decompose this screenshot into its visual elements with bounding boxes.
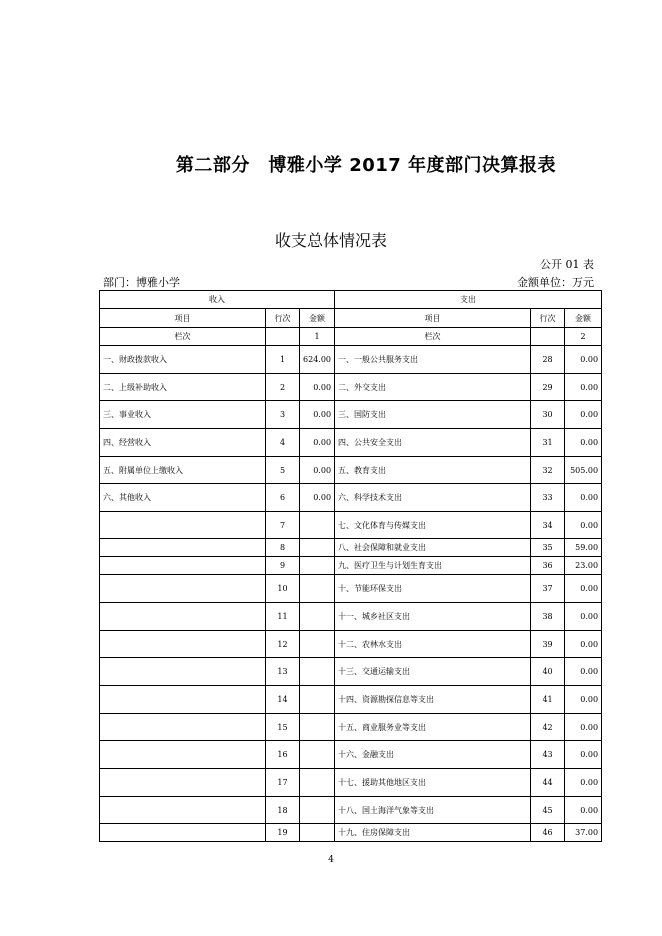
income-line-cell: 10 xyxy=(266,575,300,603)
income-amount-cell xyxy=(300,658,335,686)
part-title: 第二部分 博雅小学 2017 年度部门决算报表 xyxy=(175,155,557,176)
table-row xyxy=(100,603,602,631)
income-item-header: 项目 xyxy=(100,309,266,328)
expense-item-cell: 十六、金融支出 xyxy=(335,741,531,769)
expense-amount-cell: 0.00 xyxy=(565,686,602,714)
income-amount-cell xyxy=(300,714,335,741)
amount-unit-label: 金额单位：万元 xyxy=(517,276,594,289)
table-row xyxy=(100,539,602,557)
expense-item-cell: 十七、援助其他地区支出 xyxy=(335,769,531,797)
expense-line-cell: 39 xyxy=(531,631,565,658)
income-item-cell xyxy=(100,769,266,797)
expense-amount-cell: 0.00 xyxy=(565,575,602,603)
income-line-cell: 3 xyxy=(266,401,300,429)
income-item-cell: 三、事业收入 xyxy=(100,401,266,429)
expense-line-cell: 36 xyxy=(531,557,565,575)
income-line-cell: 1 xyxy=(266,346,300,374)
income-line-cell: 15 xyxy=(266,714,300,741)
table-row xyxy=(100,457,602,484)
expense-item-cell: 七、文化体育与传媒支出 xyxy=(335,512,531,539)
table-row xyxy=(100,686,602,714)
form-number: 公开 01 表 xyxy=(540,258,594,271)
income-line-cell: 12 xyxy=(266,631,300,658)
expense-amount-cell: 0.00 xyxy=(565,741,602,769)
expense-amount-cell: 37.00 xyxy=(565,824,602,842)
expense-amount-cell: 0.00 xyxy=(565,484,602,512)
table-row xyxy=(100,797,602,824)
expense-line-cell: 43 xyxy=(531,741,565,769)
expense-amount-cell: 0.00 xyxy=(565,603,602,631)
expense-amount-cell: 0.00 xyxy=(565,658,602,686)
expense-amount-cell: 0.00 xyxy=(565,714,602,741)
table-row xyxy=(100,429,602,457)
expense-item-cell: 十九、住房保障支出 xyxy=(335,824,531,842)
expense-item-cell: 三、国防支出 xyxy=(335,401,531,429)
column-number-row xyxy=(100,328,602,346)
income-line-cell: 8 xyxy=(266,539,300,557)
expense-line-cell: 45 xyxy=(531,797,565,824)
column-header-row xyxy=(100,309,602,328)
income-line-cell: 2 xyxy=(266,374,300,401)
income-item-cell: 四、经营收入 xyxy=(100,429,266,457)
table-row xyxy=(100,557,602,575)
table-row xyxy=(100,741,602,769)
expense-item-cell: 十一、城乡社区支出 xyxy=(335,603,531,631)
expense-item-cell: 十八、国土海洋气象等支出 xyxy=(335,797,531,824)
table-row xyxy=(100,575,602,603)
income-item-cell xyxy=(100,741,266,769)
page-number: 4 xyxy=(328,855,334,865)
income-line-cell: 19 xyxy=(266,824,300,842)
table-row xyxy=(100,346,602,374)
expense-line-cell: 32 xyxy=(531,457,565,484)
income-amount-cell xyxy=(300,824,335,842)
income-amount-header: 金额 xyxy=(300,309,335,328)
expense-line-cell: 34 xyxy=(531,512,565,539)
expense-line-cell: 28 xyxy=(531,346,565,374)
expense-line-cell: 40 xyxy=(531,658,565,686)
expense-line-cell: 37 xyxy=(531,575,565,603)
expense-amount-header: 金额 xyxy=(565,309,602,328)
expense-amount-cell: 23.00 xyxy=(565,557,602,575)
expense-line-cell: 41 xyxy=(531,686,565,714)
income-item-cell xyxy=(100,658,266,686)
income-amount-cell xyxy=(300,631,335,658)
income-line-header: 行次 xyxy=(266,309,300,328)
income-item-cell xyxy=(100,557,266,575)
income-amount-cell xyxy=(300,575,335,603)
income-item-cell xyxy=(100,797,266,824)
income-amount-cell xyxy=(300,512,335,539)
expense-line-cell: 33 xyxy=(531,484,565,512)
income-line-cell: 14 xyxy=(266,686,300,714)
expense-amount-cell: 0.00 xyxy=(565,631,602,658)
expense-line-cell: 35 xyxy=(531,539,565,557)
expense-line-cell: 44 xyxy=(531,769,565,797)
expense-amount-cell: 59.00 xyxy=(565,539,602,557)
income-line-cell: 17 xyxy=(266,769,300,797)
income-item-cell xyxy=(100,539,266,557)
income-amount-cell: 624.00 xyxy=(300,346,335,374)
income-item-cell: 六、其他收入 xyxy=(100,484,266,512)
income-amount-cell xyxy=(300,686,335,714)
expense-section-header: 支出 xyxy=(335,291,602,309)
income-item-cell: 一、财政拨款收入 xyxy=(100,346,266,374)
table-row xyxy=(100,374,602,401)
income-line-column-number xyxy=(266,328,300,346)
income-item-cell: 五、附属单位上缴收入 xyxy=(100,457,266,484)
table-row xyxy=(100,631,602,658)
expense-amount-cell: 0.00 xyxy=(565,374,602,401)
expense-amount-cell: 0.00 xyxy=(565,512,602,539)
expense-item-cell: 十、节能环保支出 xyxy=(335,575,531,603)
expense-amount-column-number: 2 xyxy=(565,328,602,346)
income-amount-cell xyxy=(300,797,335,824)
income-amount-cell: 0.00 xyxy=(300,484,335,512)
income-item-cell xyxy=(100,575,266,603)
income-line-cell: 9 xyxy=(266,557,300,575)
expense-item-cell: 二、外交支出 xyxy=(335,374,531,401)
income-amount-cell xyxy=(300,603,335,631)
expense-item-cell: 九、医疗卫生与计划生育支出 xyxy=(335,557,531,575)
expense-line-cell: 31 xyxy=(531,429,565,457)
income-item-cell xyxy=(100,824,266,842)
income-amount-cell xyxy=(300,769,335,797)
income-amount-cell: 0.00 xyxy=(300,374,335,401)
income-item-cell xyxy=(100,714,266,741)
table-title: 收支总体情况表 xyxy=(274,231,387,250)
income-amount-cell: 0.00 xyxy=(300,429,335,457)
income-line-cell: 11 xyxy=(266,603,300,631)
table-row xyxy=(100,512,602,539)
expense-item-cell: 十二、农林水支出 xyxy=(335,631,531,658)
expense-line-cell: 29 xyxy=(531,374,565,401)
expense-item-cell: 四、公共安全支出 xyxy=(335,429,531,457)
table-row xyxy=(100,484,602,512)
expense-line-column-number xyxy=(531,328,565,346)
expense-amount-cell: 0.00 xyxy=(565,346,602,374)
expense-column-label: 栏次 xyxy=(335,328,531,346)
income-amount-cell xyxy=(300,741,335,769)
expense-item-cell: 十五、商业服务业等支出 xyxy=(335,714,531,741)
expense-item-header: 项目 xyxy=(335,309,531,328)
table-row xyxy=(100,401,602,429)
expense-item-cell: 一、一般公共服务支出 xyxy=(335,346,531,374)
expense-item-cell: 八、社会保障和就业支出 xyxy=(335,539,531,557)
table-row xyxy=(100,658,602,686)
expense-amount-cell: 0.00 xyxy=(565,769,602,797)
expense-line-cell: 46 xyxy=(531,824,565,842)
expense-amount-cell: 0.00 xyxy=(565,401,602,429)
income-amount-cell: 0.00 xyxy=(300,457,335,484)
income-amount-cell: 0.00 xyxy=(300,401,335,429)
income-item-cell xyxy=(100,686,266,714)
income-expense-table xyxy=(99,290,602,842)
income-amount-column-number: 1 xyxy=(300,328,335,346)
table-row xyxy=(100,714,602,741)
income-line-cell: 16 xyxy=(266,741,300,769)
income-column-label: 栏次 xyxy=(100,328,266,346)
income-item-cell xyxy=(100,512,266,539)
income-line-cell: 6 xyxy=(266,484,300,512)
income-amount-cell xyxy=(300,539,335,557)
expense-line-cell: 42 xyxy=(531,714,565,741)
expense-amount-cell: 0.00 xyxy=(565,429,602,457)
income-line-cell: 18 xyxy=(266,797,300,824)
income-item-cell: 二、上级补助收入 xyxy=(100,374,266,401)
income-line-cell: 7 xyxy=(266,512,300,539)
expense-item-cell: 六、科学技术支出 xyxy=(335,484,531,512)
expense-line-cell: 38 xyxy=(531,603,565,631)
income-line-cell: 4 xyxy=(266,429,300,457)
expense-item-cell: 十三、交通运输支出 xyxy=(335,658,531,686)
table-row xyxy=(100,824,602,842)
department-label: 部门：博雅小学 xyxy=(103,276,180,289)
expense-amount-cell: 505.00 xyxy=(565,457,602,484)
expense-line-cell: 30 xyxy=(531,401,565,429)
expense-item-cell: 五、教育支出 xyxy=(335,457,531,484)
expense-amount-cell: 0.00 xyxy=(565,797,602,824)
section-header-row xyxy=(100,291,602,309)
income-item-cell xyxy=(100,631,266,658)
income-item-cell xyxy=(100,603,266,631)
expense-line-header: 行次 xyxy=(531,309,565,328)
income-line-cell: 13 xyxy=(266,658,300,686)
expense-item-cell: 十四、资源勘探信息等支出 xyxy=(335,686,531,714)
income-amount-cell xyxy=(300,557,335,575)
income-section-header: 收入 xyxy=(100,291,335,309)
table-row xyxy=(100,769,602,797)
income-line-cell: 5 xyxy=(266,457,300,484)
